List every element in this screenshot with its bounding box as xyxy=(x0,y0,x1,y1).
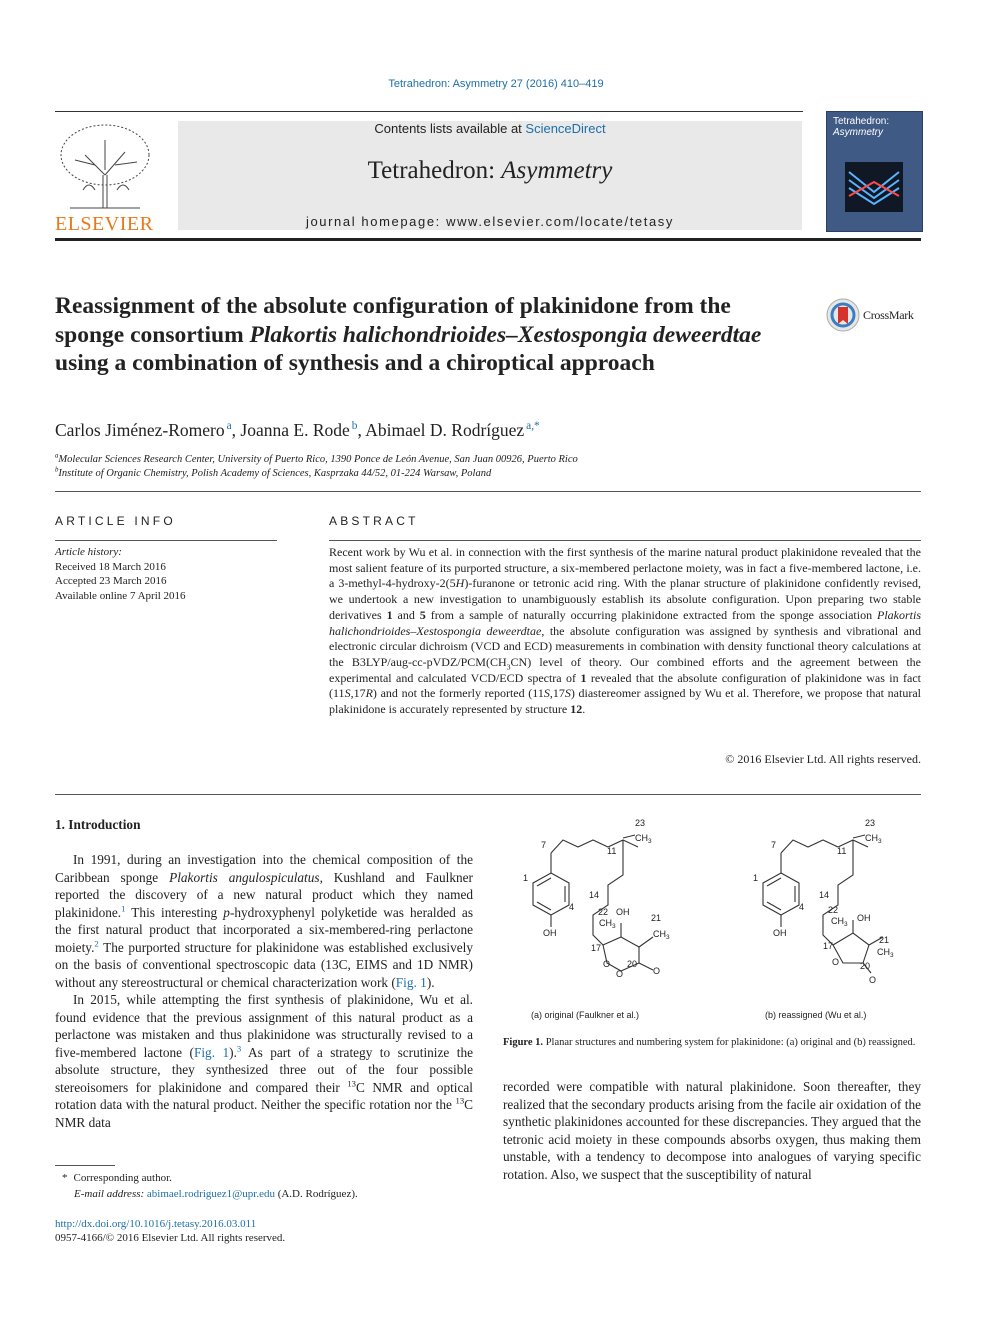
citation-link[interactable]: 1 xyxy=(121,903,126,914)
section-heading-introduction: 1. Introduction xyxy=(55,817,141,832)
abstract-seg: )-furanone or tetronic acid ring. With the planar structure of plakinidone confidently revised, we undertook a new investigation to unambiguously establish its absolute configuration. Upon preparing two stable derivatives xyxy=(329,576,921,622)
atom-label: 11 xyxy=(607,846,617,856)
atom-label: O xyxy=(603,959,611,969)
abstract-seg: , the absolute configuration was assigned by synthesis and vibrational and electronic circular dichroism (VCD and ECD) measurements in combination with density functional theory calculations at the B3LYP/aug-cc-pVDZ/PCM(CH xyxy=(329,623,921,669)
article-history xyxy=(55,545,277,603)
journal-title xyxy=(178,157,802,185)
paragraph: recorded were compatible with natural plakinidone. Soon thereafter, they realized that the secondary products arising from the facile air oxidation of the synthetic plakinidones accounted for these discrepancies. They argued that the tetronic acid moiety in these compounds absorbs oxygen, thus making them unstable, with a tendency to decompose into analogues of varying specific rotation. Also, we suspect that the susceptibility of natural xyxy=(503,1079,921,1182)
abstract-seg: Recent work by Wu et al. in connection with the first synthesis of the marine natural product plakinidone revealed that the most salient feature of its purported structure, a six-membered perlactone moiety, was in fact a five-membered lactone, i.e. a 3-methyl-4-hydroxy-2(5 xyxy=(329,545,921,591)
doi-link[interactable]: http://dx.doi.org/10.1016/j.tetasy.2016.03.011 xyxy=(55,1218,257,1230)
atom-label: OH xyxy=(857,913,871,923)
footnote-text: Corresponding author. xyxy=(73,1172,172,1184)
author-list: Carlos Jiménez-Romero $^a$, Joanna E. Rode $^b$, Abimael D. Rodríguez $^{a,*}$ xyxy=(55,420,540,440)
email-link[interactable]: abimael.rodriguez1@upr.edu xyxy=(146,1188,275,1200)
atom-label: $CH_3$ xyxy=(865,833,882,845)
title-part2: using a combination of synthesis and a chiroptical approach xyxy=(55,350,655,376)
corresponding-author-note xyxy=(62,1170,172,1186)
article-title xyxy=(55,292,795,378)
email-tail: (A.D. Rodríguez). xyxy=(274,1188,358,1200)
cover-art-icon xyxy=(827,112,922,231)
atom-label: $CH_3$ xyxy=(877,947,894,959)
atom-label: 23 xyxy=(865,818,876,828)
abstract-seg: S xyxy=(543,686,550,701)
atom-label: $CH_3$ xyxy=(599,918,616,930)
accepted-date: Accepted 23 March 2016 xyxy=(55,575,167,587)
text-seg: This interesting xyxy=(125,904,224,920)
affiliation-text: Institute of Organic Chemistry, Polish Academy of Sciences, Kasprzaka 44/52, 01-224 Warsaw, Poland xyxy=(58,468,492,479)
citation-link[interactable]: 3 xyxy=(236,1043,242,1054)
atom-label: OH xyxy=(543,928,557,938)
atom-label: $CH_3$ xyxy=(635,833,652,845)
affiliation-text: Molecular Sciences Research Center, University of Puerto Rico, 1390 Ponce de León Avenue, San Juan 00926, Puerto Rico xyxy=(58,454,578,465)
author-name[interactable]: Joanna E. Rode xyxy=(240,420,350,440)
compound-ref: 1 xyxy=(386,607,393,622)
footnote-rule xyxy=(55,1165,115,1166)
abstract-seg: S xyxy=(564,686,571,701)
compound-ref: 5 xyxy=(419,607,426,622)
compound-ref: 1 xyxy=(580,670,587,685)
text-seg: C NMR and optical rotation data with the natural product. Neither the specific rotation nor the xyxy=(55,1079,473,1112)
affiliation-a xyxy=(55,454,578,465)
atom-label: 1 xyxy=(753,873,759,883)
divider xyxy=(55,794,921,795)
abstract-seg: ,17 xyxy=(350,686,366,701)
journal-reference[interactable] xyxy=(0,78,992,90)
text-seg: ). xyxy=(426,974,435,990)
figure-caption-text: Planar structures and numbering system for plakinidone: (a) original and (b) reassigned. xyxy=(543,1037,916,1048)
cover-title-line2: Asymmetry xyxy=(833,127,883,138)
atom-label: 14 xyxy=(819,890,830,900)
affiliation-key: b xyxy=(55,466,59,474)
abstract-sub: 3 xyxy=(506,662,511,672)
species-name: Plakortis angulospiculatus xyxy=(169,869,320,885)
abstract-seg: and xyxy=(392,607,420,622)
atom-label: 4 xyxy=(799,902,805,912)
atom-label: O xyxy=(616,969,624,979)
history-label: Article history: xyxy=(55,546,122,558)
intro-body xyxy=(55,851,473,1131)
atom-label: OH xyxy=(773,928,787,938)
abstract-seg: ) and not the formerly reported (11 xyxy=(372,686,544,701)
abstract-seg: H xyxy=(455,576,465,591)
divider xyxy=(55,540,277,541)
text-seg: p xyxy=(223,904,230,920)
figure-link[interactable]: Fig. 1 xyxy=(193,1044,230,1060)
atom-label: 17 xyxy=(591,943,602,953)
author-name[interactable]: Abimael D. Rodríguez xyxy=(365,420,525,440)
journal-title-main: Tetrahedron: xyxy=(367,157,502,184)
abstract-seg: from a sample of naturally occurring plakinidone extracted from the sponge association xyxy=(425,607,877,622)
elsevier-logo xyxy=(55,120,155,236)
title-part1: Reassignment of the absolute configuration of plakinidone from the sponge consortium xyxy=(55,293,731,348)
text-seg: In 1991, during an investigation into the chemical composition of the Caribbean sponge xyxy=(55,852,473,885)
atom-label: 14 xyxy=(589,890,600,900)
citation-link[interactable]: 2 xyxy=(94,938,99,949)
journal-title-text xyxy=(368,157,613,184)
atom-label: 20 xyxy=(860,961,871,971)
abstract-seg: ,17 xyxy=(549,686,565,701)
atom-label: $CH_3$ xyxy=(831,916,848,928)
compound-ref: 12 xyxy=(570,702,583,717)
abstract-species: Plakortis halichondrioides–Xestospongia deweerdtae xyxy=(329,607,921,638)
abstract-copyright: © 2016 Elsevier Ltd. All rights reserved. xyxy=(725,752,921,766)
atom-label: 20 xyxy=(627,959,638,969)
atom-label: 7 xyxy=(541,840,547,850)
divider xyxy=(329,540,921,541)
atom-label: O xyxy=(832,957,840,967)
paragraph xyxy=(55,851,473,991)
text-seg: In 2015, while attempting the first synthesis of plakinidone, Wu et al. found evidence that the previous assignment of this natural product as a perlactone was mistaken and thus plakinidone was structurally revised to a five-membered lactone ( xyxy=(55,992,473,1060)
elsevier-tree-icon xyxy=(55,120,155,212)
atom-label: 11 xyxy=(837,846,847,856)
online-date: Available online 7 April 2016 xyxy=(55,589,186,602)
abstract-seg: CN) level of theory. Our combined efforts and the agreement between the experimental and calculated VCD/ECD spectra of xyxy=(329,654,921,685)
superscript: 13 xyxy=(455,1095,465,1106)
abstract-seg: ) diastereomer assigned by Wu et al. Therefore, we propose that natural plakinidone is accurately represented by structure xyxy=(329,686,921,717)
figure-1 xyxy=(503,815,921,1030)
text-seg: As part of a strategy to scrutinize the absolute structure, they synthesized three out of the four possible stereoisomers for plakinidone and compared their xyxy=(55,1044,474,1095)
title-species: Plakortis halichondrioides–Xestospongia deweerdtae xyxy=(249,321,762,348)
email-label: E-mail address: xyxy=(74,1188,147,1200)
contents-prefix: Contents lists available at xyxy=(374,121,526,136)
col2-body xyxy=(503,1078,921,1183)
author-affiliation-ref[interactable]: a xyxy=(226,420,232,433)
atom-label: 23 xyxy=(635,818,646,828)
sciencedirect-link[interactable]: ScienceDirect xyxy=(525,121,606,136)
issn-line: 0957-4166/© 2016 Elsevier Ltd. All rights reserved. xyxy=(55,1232,286,1244)
affiliation-b xyxy=(55,468,491,479)
abstract-seg: R xyxy=(365,686,373,701)
atom-label: OH xyxy=(616,907,630,917)
journal-cover xyxy=(826,111,923,232)
abstract-heading: ABSTRACT xyxy=(329,514,419,528)
email-note xyxy=(74,1186,358,1202)
atom-label: O xyxy=(653,966,661,976)
article-info-heading: ARTICLE INFO xyxy=(55,514,176,528)
atom-label: 22 xyxy=(828,905,839,915)
paragraph xyxy=(55,991,473,1131)
atom-label: $CH_3$ xyxy=(653,929,670,941)
subcaption-b: (b) reassigned (Wu et al.) xyxy=(765,1010,867,1020)
journal-homepage[interactable]: journal homepage: www.elsevier.com/locate/tetasy xyxy=(305,214,674,229)
text-seg: C NMR data xyxy=(55,1097,473,1130)
crossmark-badge[interactable] xyxy=(826,298,914,332)
abstract-text xyxy=(329,545,921,718)
received-date: Received 18 March 2016 xyxy=(55,560,166,573)
journal-title-sub: Asymmetry xyxy=(501,157,613,184)
text-seg: -hydroxyphenyl polyketide was heralded as the first natural product that incorporated a six-membered-ring perlactone moiety. xyxy=(55,904,473,955)
cover-title-line1: Tetrahedron: xyxy=(833,116,890,127)
footnote-star: * xyxy=(62,1172,68,1184)
crossmark-icon xyxy=(826,298,860,332)
text-seg: ). xyxy=(229,1044,237,1060)
author-affiliation-ref[interactable]: a,* xyxy=(526,420,540,433)
abstract-seg: revealed that the absolute configuration of plakinidone was in fact (11 xyxy=(329,670,921,701)
text-seg: , Kushland and Faulkner reported the discovery of a new natural product which they named plakinidone. xyxy=(55,869,473,920)
divider xyxy=(55,491,921,492)
atom-label: 21 xyxy=(651,913,662,923)
header-rule xyxy=(55,111,803,112)
abstract-seg: . xyxy=(582,702,586,717)
atom-label: 22 xyxy=(598,907,609,917)
atom-label: 4 xyxy=(569,902,575,912)
abstract-seg: S xyxy=(344,686,351,701)
atom-label: 17 xyxy=(823,941,834,951)
atom-label: 7 xyxy=(771,840,777,850)
figure-1-structures xyxy=(503,815,921,1030)
figure-label: Figure 1. xyxy=(503,1037,544,1048)
header-thick-rule xyxy=(55,238,921,241)
atom-label: 21 xyxy=(879,935,890,945)
subcaption-a: (a) original (Faulkner et al.) xyxy=(531,1010,640,1020)
figure-1-caption xyxy=(503,1036,921,1050)
text-seg: The purported structure for plakinidone was established exclusively on the basis of conventional spectroscopic data (13C, EIMS and 1D NMR) without any stereostructural or chemical characterization work ( xyxy=(55,939,473,990)
figure-link[interactable]: Fig. 1 xyxy=(395,974,427,990)
author-affiliation-ref[interactable]: b xyxy=(351,420,358,433)
author-name[interactable]: Carlos Jiménez-Romero xyxy=(55,420,225,440)
affiliation-key: a xyxy=(55,452,59,460)
contents-line xyxy=(178,121,802,136)
atom-label: O xyxy=(869,975,877,985)
atom-label: 1 xyxy=(523,873,529,883)
crossmark-label: CrossMark xyxy=(863,307,914,322)
elsevier-wordmark: ELSEVIER xyxy=(55,213,154,235)
journal-ref-link[interactable]: Tetrahedron: Asymmetry 27 (2016) 410–419 xyxy=(388,78,604,90)
superscript: 13 xyxy=(347,1078,356,1089)
